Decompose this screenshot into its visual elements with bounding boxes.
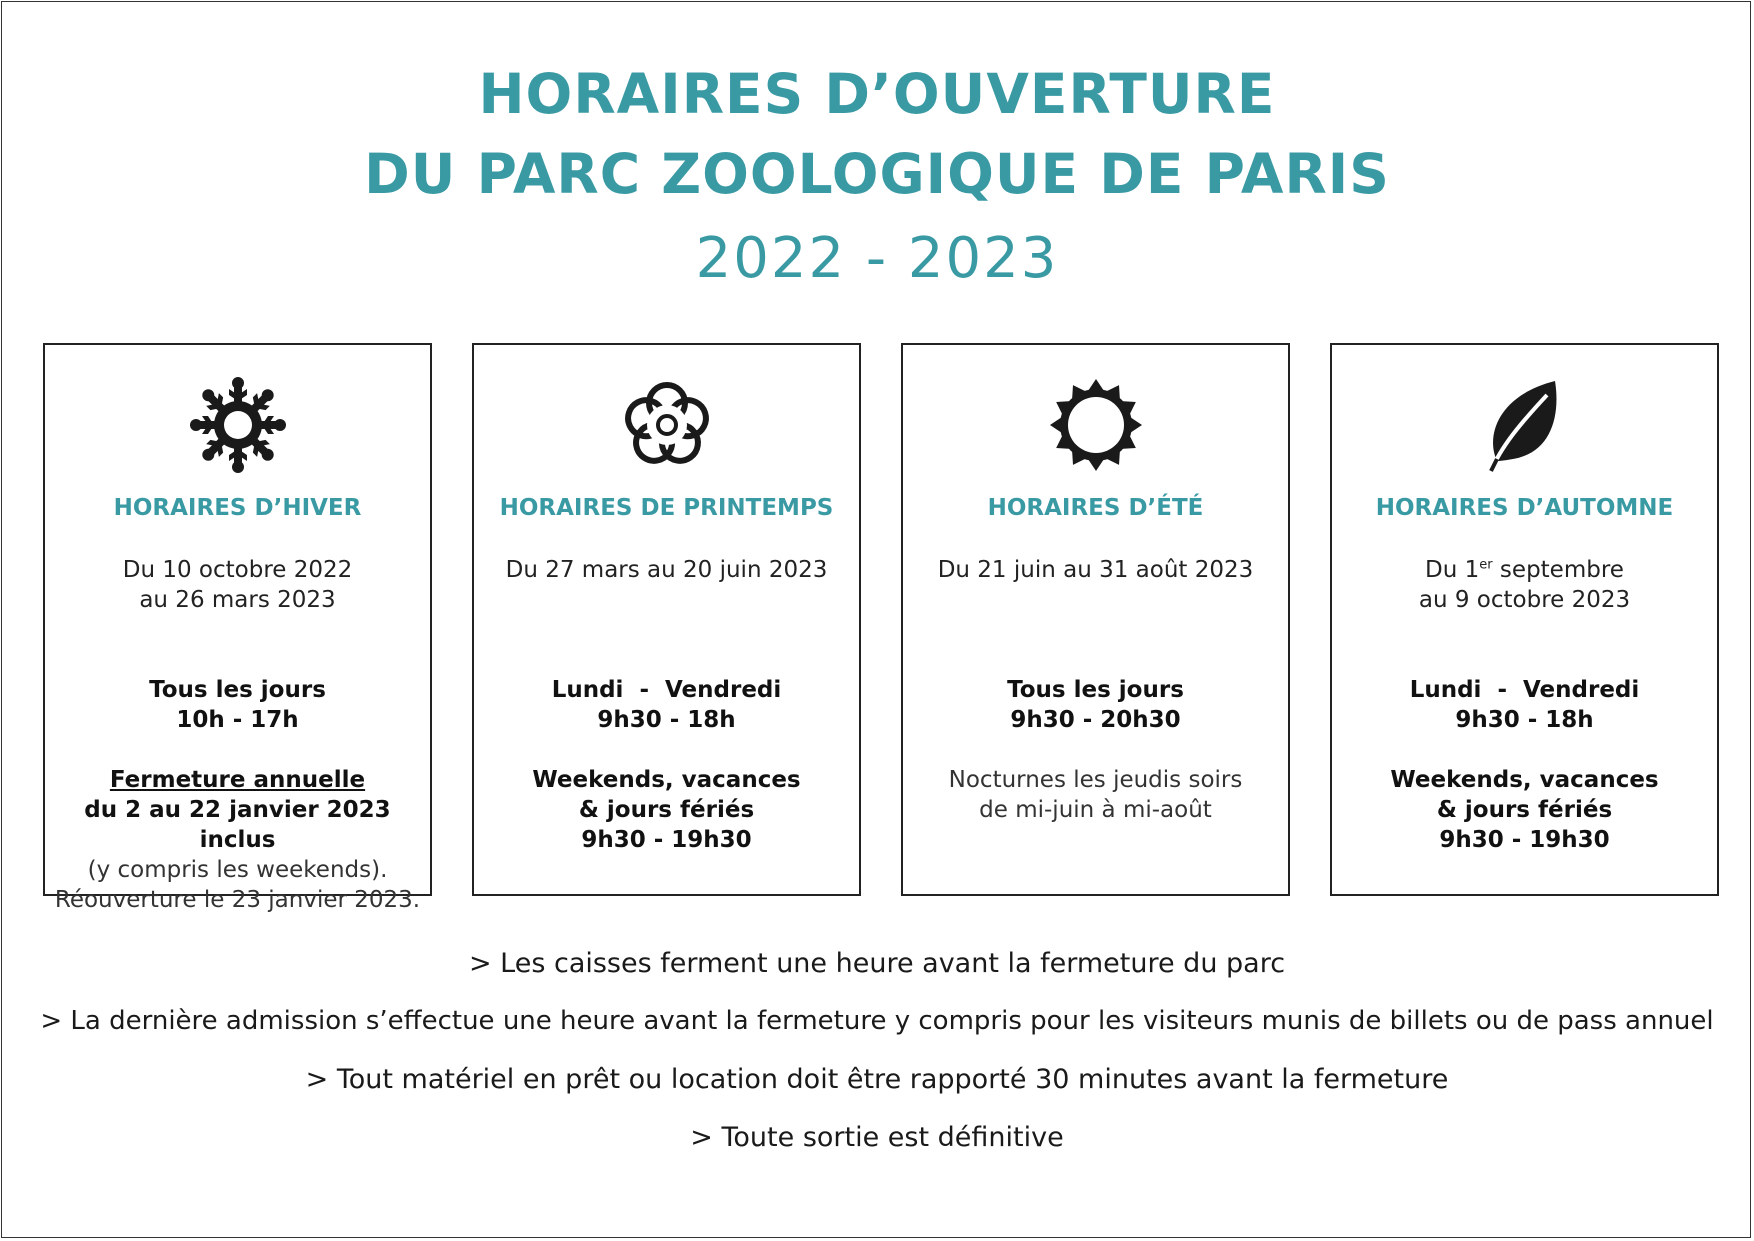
closure-block <box>45 765 430 915</box>
hours-block <box>903 675 1288 735</box>
night-opening-block <box>903 765 1288 825</box>
weekend-label: & jours fériés <box>578 797 755 823</box>
note-equipment-return: > Tout matériel en prêt ou location doit être rapporté 30 minutes avant la fermeture <box>305 1064 1449 1095</box>
season-dates <box>45 555 430 615</box>
hours-value: 9h30 - 18h <box>597 707 736 733</box>
dates-line: Du 21 juin au 31 août 2023 <box>937 557 1254 583</box>
title-line-1: HORAIRES D’OUVERTURE <box>478 62 1276 126</box>
dates-line: au 26 mars 2023 <box>139 587 336 613</box>
closure-title: Fermeture annuelle <box>109 767 366 793</box>
note-ticket-office: > Les caisses ferment une heure avant la fermeture du parc <box>468 948 1286 979</box>
season-title: HORAIRES DE PRINTEMPS <box>499 495 834 521</box>
season-title: HORAIRES D’ÉTÉ <box>987 495 1204 521</box>
dates-line: au 9 octobre 2023 <box>1418 587 1631 613</box>
season-title: HORAIRES D’AUTOMNE <box>1375 495 1674 521</box>
weekend-hours-value: 9h30 - 19h30 <box>1439 827 1610 853</box>
title-line-2: DU PARC ZOOLOGIQUE DE PARIS <box>364 142 1390 206</box>
leaf-icon <box>1332 375 1717 475</box>
weekend-label: & jours fériés <box>1436 797 1613 823</box>
weekend-hours-block <box>474 765 859 855</box>
dates-line: Du 27 mars au 20 juin 2023 <box>505 557 828 583</box>
dates-suffix: septembre <box>1492 557 1624 583</box>
flower-icon <box>474 375 859 475</box>
dates-superscript: er <box>1479 557 1493 573</box>
closure-dates: du 2 au 22 janvier 2023 inclus <box>84 797 391 853</box>
hours-value: 10h - 17h <box>176 707 299 733</box>
dates-line: Du 10 octobre 2022 <box>122 557 353 583</box>
weekday-hours-block <box>474 675 859 735</box>
hours-label: Tous les jours <box>149 677 326 703</box>
note-exit-final: > Toute sortie est définitive <box>690 1122 1064 1153</box>
weekend-label: Weekends, vacances <box>532 767 801 793</box>
reopening-note: Réouverture le 23 janvier 2023. <box>54 887 421 913</box>
hours-label: Lundi - Vendredi <box>1409 677 1640 703</box>
snowflake-icon <box>45 375 430 475</box>
card-autumn <box>1330 343 1719 896</box>
season-dates <box>903 555 1288 585</box>
closure-note: (y compris les weekends). <box>87 857 388 883</box>
season-dates <box>474 555 859 585</box>
hours-label: Tous les jours <box>1007 677 1184 703</box>
night-opening-line: de mi-juin à mi-août <box>979 797 1212 823</box>
card-spring <box>472 343 861 896</box>
dates-line <box>1332 555 1717 585</box>
season-dates <box>1332 555 1717 615</box>
night-opening-line: Nocturnes les jeudis soirs <box>948 767 1243 793</box>
season-title: HORAIRES D’HIVER <box>113 495 362 521</box>
hours-label: Lundi - Vendredi <box>551 677 782 703</box>
weekend-hours-value: 9h30 - 19h30 <box>581 827 752 853</box>
hours-value: 9h30 - 18h <box>1455 707 1594 733</box>
weekend-hours-block <box>1332 765 1717 855</box>
card-summer <box>901 343 1290 896</box>
sun-icon <box>903 375 1288 475</box>
card-winter <box>43 343 432 913</box>
title-years: 2022 - 2023 <box>695 226 1059 291</box>
hours-block <box>45 675 430 735</box>
note-last-admission: > La dernière admission s’effectue une heure avant la fermeture y compris pour les visiteurs munis de billets ou de pass annuel <box>40 1006 1714 1036</box>
hours-value: 9h30 - 20h30 <box>1010 707 1181 733</box>
weekend-label: Weekends, vacances <box>1390 767 1659 793</box>
weekday-hours-block <box>1332 675 1717 735</box>
dates-prefix: Du 1 <box>1425 557 1480 583</box>
